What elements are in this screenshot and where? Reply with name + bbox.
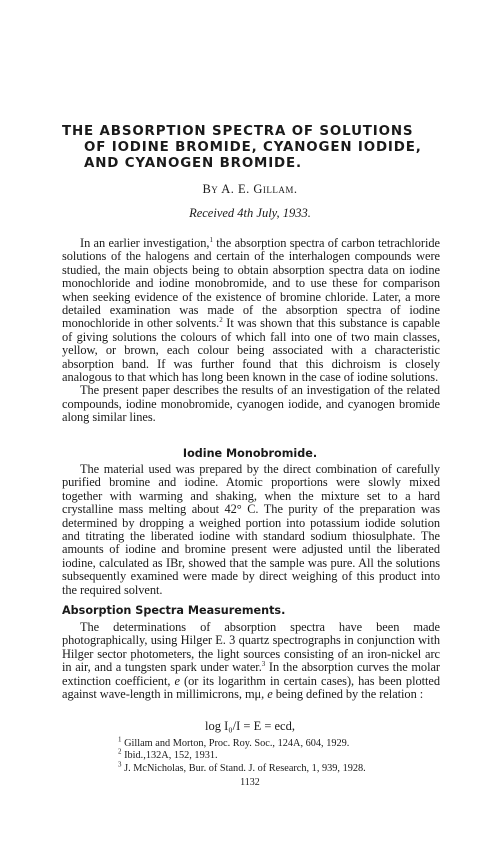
section-heading-iodine-monobromide: Iodine Monobromide.	[182, 447, 318, 460]
footnote-ref-1: 1	[209, 235, 213, 244]
intro-paragraph-2: The present paper describes the results of an investigation of the related compounds, iodine monobromide, cyanogen iodide, and cyanogen bromide along similar lines.	[62, 383, 440, 425]
iodine-monobromide-section	[62, 463, 440, 597]
abs-text-d: being defined by the relation :	[272, 687, 424, 702]
title-line-1: THE ABSORPTION SPECTRA OF SOLUTIONS	[62, 124, 414, 139]
symbol-e: e	[267, 687, 273, 702]
abs-text-c: (or its logarithm in certain cases), has been plotted against wave-length in millimicrons, mμ,	[62, 673, 440, 702]
intro-p1-text-a: In an earlier investigation,	[80, 236, 210, 250]
article-title	[62, 124, 462, 172]
footnote: $^3$ J. McNicholas, Bur. of Stand. J. of Research, 1, 939, 1928.	[118, 760, 366, 774]
absorption-spectra-paragraph	[62, 621, 440, 701]
abs-text-b: In the absorption curves the molar extinction coefficient,	[62, 660, 440, 688]
title-line-3: AND CYANOGEN BROMIDE.	[84, 156, 302, 171]
page-number: 1132	[240, 777, 260, 788]
footnote-ref-3: 3	[261, 660, 266, 669]
intro-paragraph-1	[62, 237, 440, 384]
footnotes	[118, 735, 448, 775]
footnote: $^1$ Gillam and Morton, Proc. Roy. Soc., 124A, 604, 1929.	[118, 735, 350, 749]
iodine-monobromide-paragraph: The material used was prepared by the direct combination of carefully purified bromine and iodine. Atomic proportions were slowly mixed together with warming and shaking, when the mixture set to a hard crystalline mass melting about 42° C. The purity of the preparation was determined by dropping a weighed portion into potassium iodide solution and titrating the liberated iodine with standard sodium thiosulphate. The amounts of iodine and bromine present were adjusted until the liberated iodine, calculated as IBr, showed that the sample was pure. All the solutions subsequently examined were made by direct weighing of this product into the required solvent.	[62, 462, 440, 597]
title-line-2: OF IODINE BROMIDE, CYANOGEN IODIDE,	[84, 140, 422, 155]
equation: log I₀/I = E = ecd,	[205, 719, 295, 733]
intro-p1-text-c: It was shown that this substance is capable of giving solutions the colours of which fall into one of two main classes, yellow, or brown, each colour being associated with a characteristic absorption band. If was further found that this dichroism is closely analogous to that which has long been known in the case of iodine solutions.	[62, 316, 440, 385]
intro-section	[62, 237, 440, 425]
abs-text-a: The determinations of absorption spectra have been made photographically, using Hilger E. 3 quartz spectrographs in conjunction with Hilger sector photometers, the light sources consisting of an iron-nickel arc in air, and a tungsten spark under water.	[62, 620, 440, 675]
intro-p1-text-b: the absorption spectra of carbon tetrachloride solutions of the halogens and certain of the interhalogen compounds were studied, the main objects being to obtain absorption spectra data on iodine monochloride and iodine monobromide, and to use these for comparison when seeking evidence of the existence of bromine chloride. Later, a more detailed examination was made of the absorption spectra of iodine monochloride in other solvents.	[62, 236, 440, 331]
received-date: Received 4th July, 1933.	[189, 206, 311, 220]
author-line: By A. E. Gillam.	[202, 182, 298, 196]
absorption-spectra-section	[62, 621, 440, 701]
section-heading-absorption-spectra: Absorption Spectra Measurements.	[62, 604, 286, 617]
footnote: $^2$ Ibid.,132A, 152, 1931.	[118, 747, 218, 762]
footnote-ref-2: 2	[219, 316, 223, 325]
symbol-e: e	[174, 673, 180, 688]
